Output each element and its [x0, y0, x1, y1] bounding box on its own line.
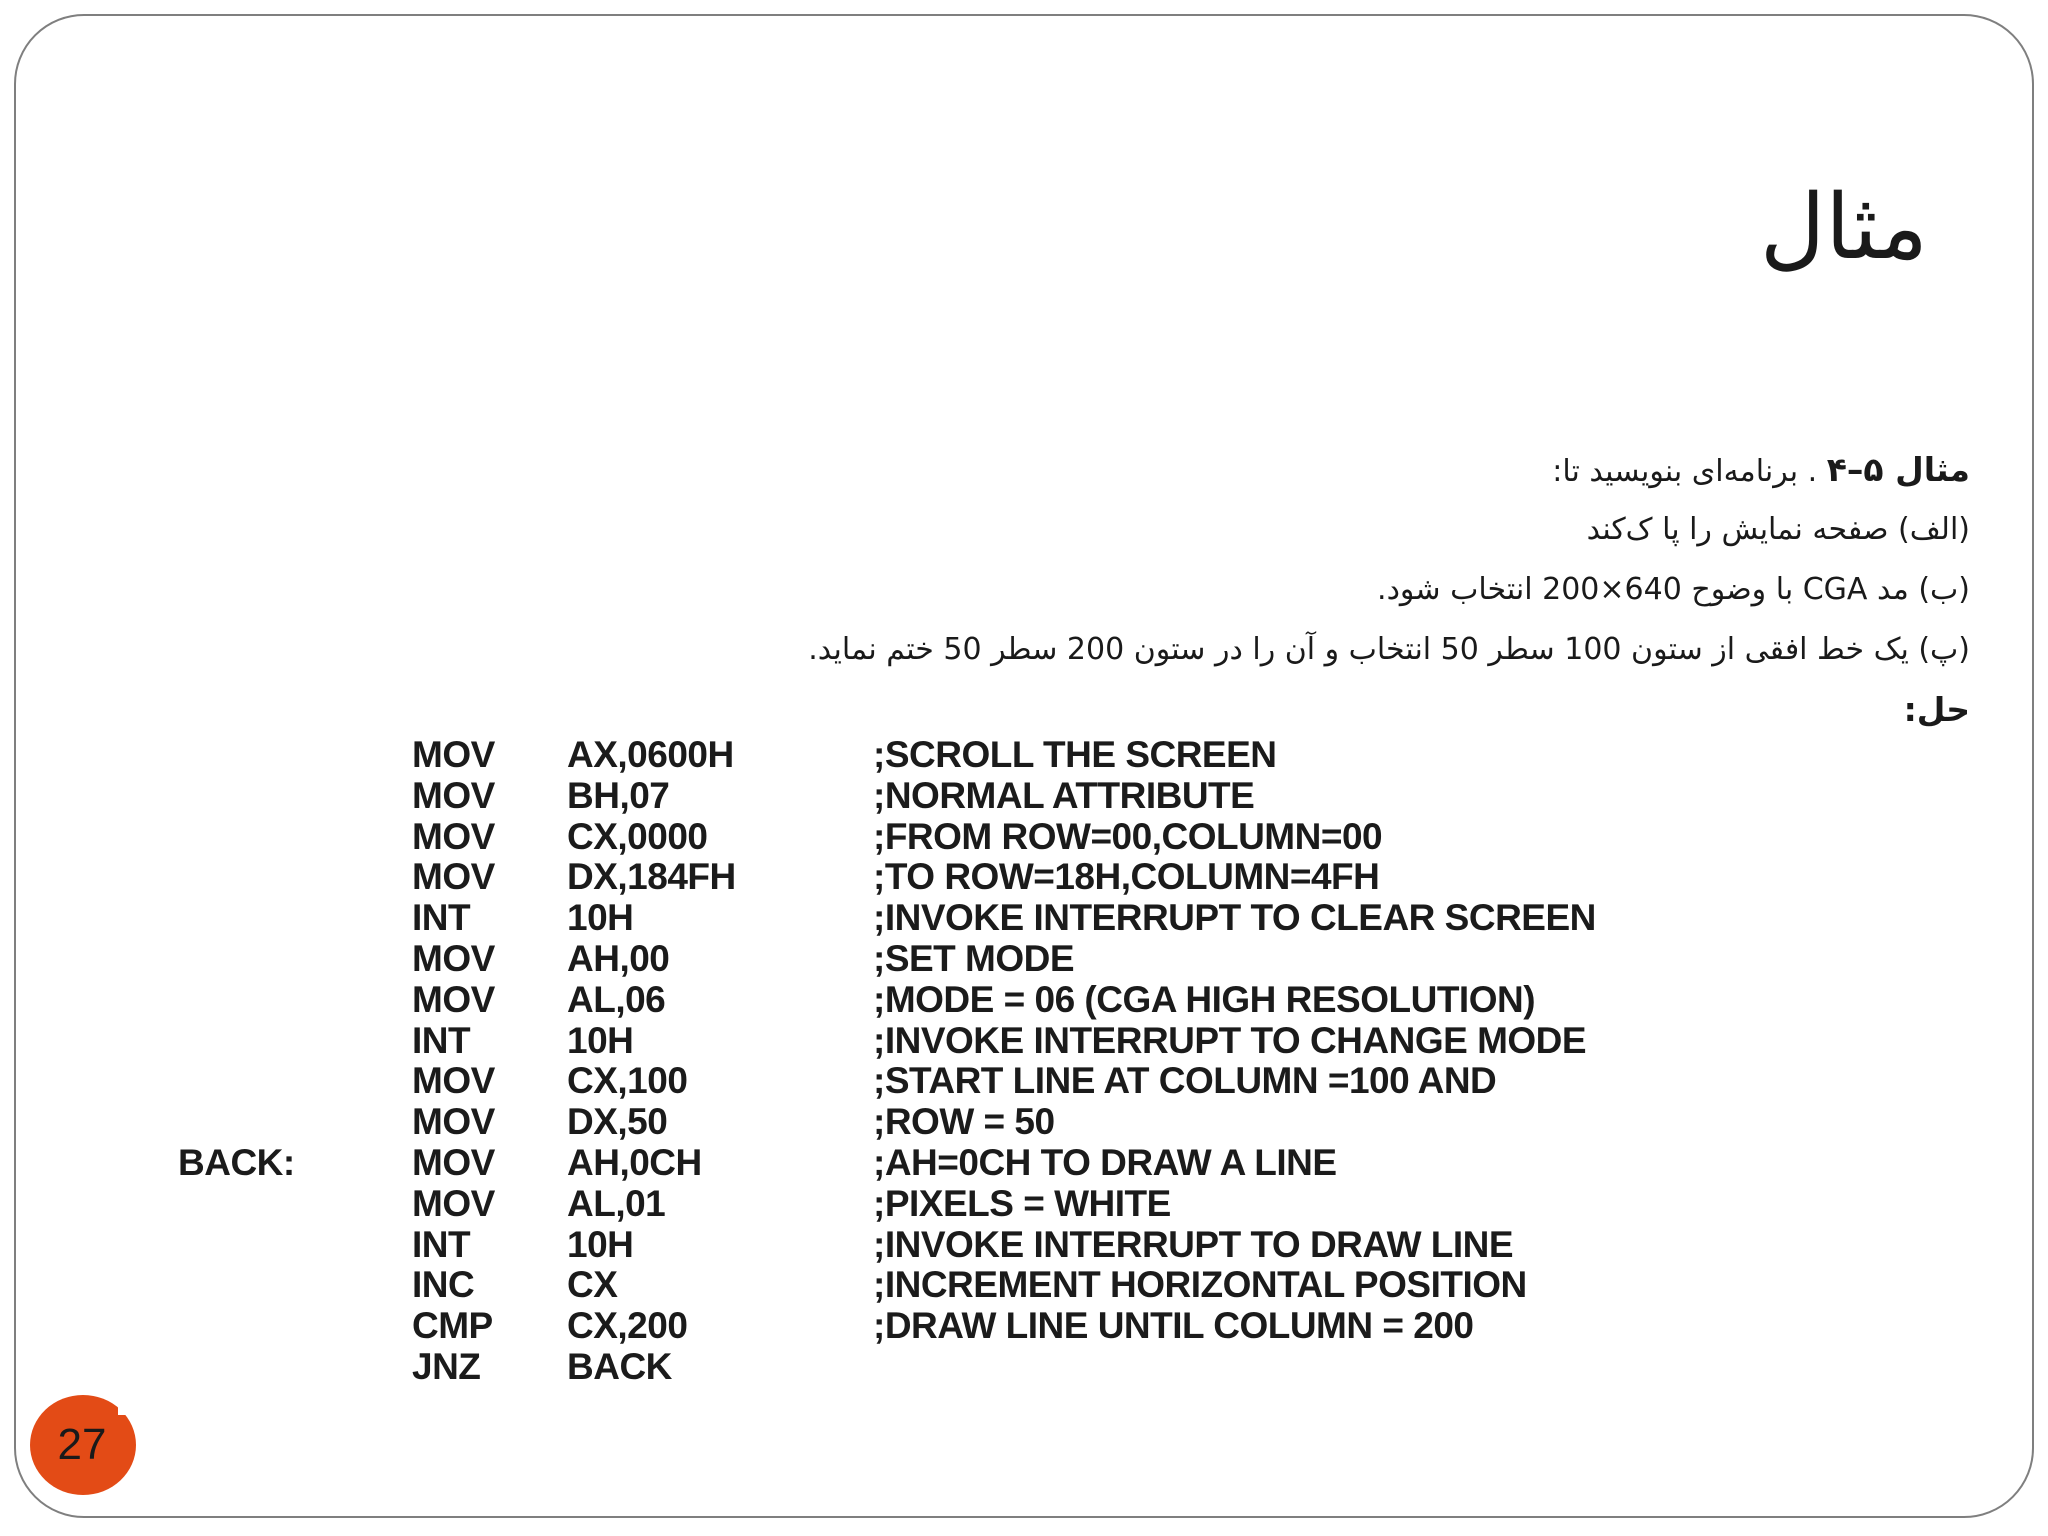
code-opcode: INT: [412, 1223, 471, 1265]
code-operands: DX,50: [567, 1101, 668, 1143]
slide-title: مثال: [1759, 175, 1928, 280]
code-operands: BACK: [567, 1345, 672, 1387]
code-comment: ;INVOKE INTERRUPT TO CHANGE MODE: [873, 1019, 1587, 1061]
solution-label: حل:: [1903, 690, 1970, 729]
code-opcode: MOV: [412, 1101, 495, 1143]
code-comment: ;DRAW LINE UNTIL COLUMN = 200: [873, 1305, 1474, 1347]
code-comment: ;INVOKE INTERRUPT TO CLEAR SCREEN: [873, 897, 1596, 939]
code-operands: BH,07: [567, 774, 670, 816]
problem-line: [570, 560, 1970, 620]
code-comment: ;PIXELS = WHITE: [873, 1182, 1171, 1224]
code-comment: ;START LINE AT COLUMN =100 AND: [873, 1060, 1497, 1102]
code-line: [0, 1347, 2048, 1388]
code-line: [0, 1225, 2048, 1266]
code-comment: ;INCREMENT HORIZONTAL POSITION: [873, 1264, 1527, 1306]
code-opcode: MOV: [412, 815, 495, 857]
badge-notch: [118, 1395, 140, 1415]
problem-line: [570, 620, 1970, 680]
page-number: 27: [57, 1420, 107, 1469]
code-opcode: JNZ: [412, 1345, 481, 1387]
code-operands: CX,0000: [567, 815, 708, 857]
code-opcode: MOV: [412, 774, 495, 816]
code-opcode: MOV: [412, 978, 495, 1020]
code-comment: ;TO ROW=18H,COLUMN=4FH: [873, 856, 1380, 898]
code-comment: ;SCROLL THE SCREEN: [873, 734, 1277, 775]
code-label: BACK:: [178, 1141, 295, 1183]
code-comment: ;ROW = 50: [873, 1101, 1055, 1143]
problem-text: . برنامه‌ای بنویسید تا:: [1552, 454, 1818, 489]
code-comment: ;MODE = 06 (CGA HIGH RESOLUTION): [873, 978, 1536, 1020]
code-line: [0, 817, 2048, 858]
code-operands: AH,0CH: [567, 1141, 702, 1183]
code-opcode: MOV: [412, 734, 495, 775]
code-operands: 10H: [567, 897, 634, 939]
assembly-code-listing: [0, 735, 2048, 1388]
code-comment: ;FROM ROW=00,COLUMN=00: [873, 815, 1383, 857]
code-operands: AL,01: [567, 1182, 666, 1224]
code-comment: ;INVOKE INTERRUPT TO DRAW LINE: [873, 1223, 1514, 1265]
code-opcode: INT: [412, 1019, 471, 1061]
code-line: [0, 1265, 2048, 1306]
code-operands: AX,0600H: [567, 734, 734, 775]
code-comment: ;AH=0CH TO DRAW A LINE: [873, 1141, 1337, 1183]
code-opcode: MOV: [412, 937, 495, 979]
code-line: [0, 980, 2048, 1021]
code-line: [0, 776, 2048, 817]
code-comment: ;NORMAL ATTRIBUTE: [873, 774, 1255, 816]
code-line: [0, 1184, 2048, 1225]
code-opcode: MOV: [412, 1141, 495, 1183]
problem-line: [570, 500, 1970, 560]
code-operands: AH,00: [567, 937, 670, 979]
code-comment: ;SET MODE: [873, 937, 1075, 979]
code-line: [0, 857, 2048, 898]
code-operands: 10H: [567, 1019, 634, 1061]
code-line: [0, 939, 2048, 980]
code-operands: AL,06: [567, 978, 666, 1020]
code-line: [0, 735, 2048, 776]
code-opcode: INC: [412, 1264, 475, 1306]
code-operands: CX: [567, 1264, 618, 1306]
problem-text: (الف) صفحه نمایش را پا ک‌کند: [1586, 512, 1970, 547]
code-line: [0, 1061, 2048, 1102]
problem-statement: [570, 440, 1970, 740]
code-opcode: MOV: [412, 856, 495, 898]
problem-text: (ب) مد CGA با وضوح 640×200 انتخاب شود.: [1377, 572, 1970, 607]
example-label: مثال ۵–۴: [1826, 450, 1970, 489]
code-operands: CX,100: [567, 1060, 688, 1102]
problem-text: (پ) یک خط افقی از ستون 100 سطر 50 انتخاب و آن را در ستون 200 سطر 50 ختم نماید.: [808, 632, 1970, 667]
code-line: [0, 1021, 2048, 1062]
code-opcode: INT: [412, 897, 471, 939]
code-opcode: CMP: [412, 1305, 493, 1347]
code-operands: CX,200: [567, 1305, 688, 1347]
code-line: [0, 1102, 2048, 1143]
problem-line: [570, 440, 1970, 500]
code-opcode: MOV: [412, 1182, 495, 1224]
code-line: [0, 1143, 2048, 1184]
code-operands: DX,184FH: [567, 856, 736, 898]
code-line: [0, 1306, 2048, 1347]
code-operands: 10H: [567, 1223, 634, 1265]
problem-line: [570, 680, 1970, 740]
code-line: [0, 898, 2048, 939]
code-opcode: MOV: [412, 1060, 495, 1102]
